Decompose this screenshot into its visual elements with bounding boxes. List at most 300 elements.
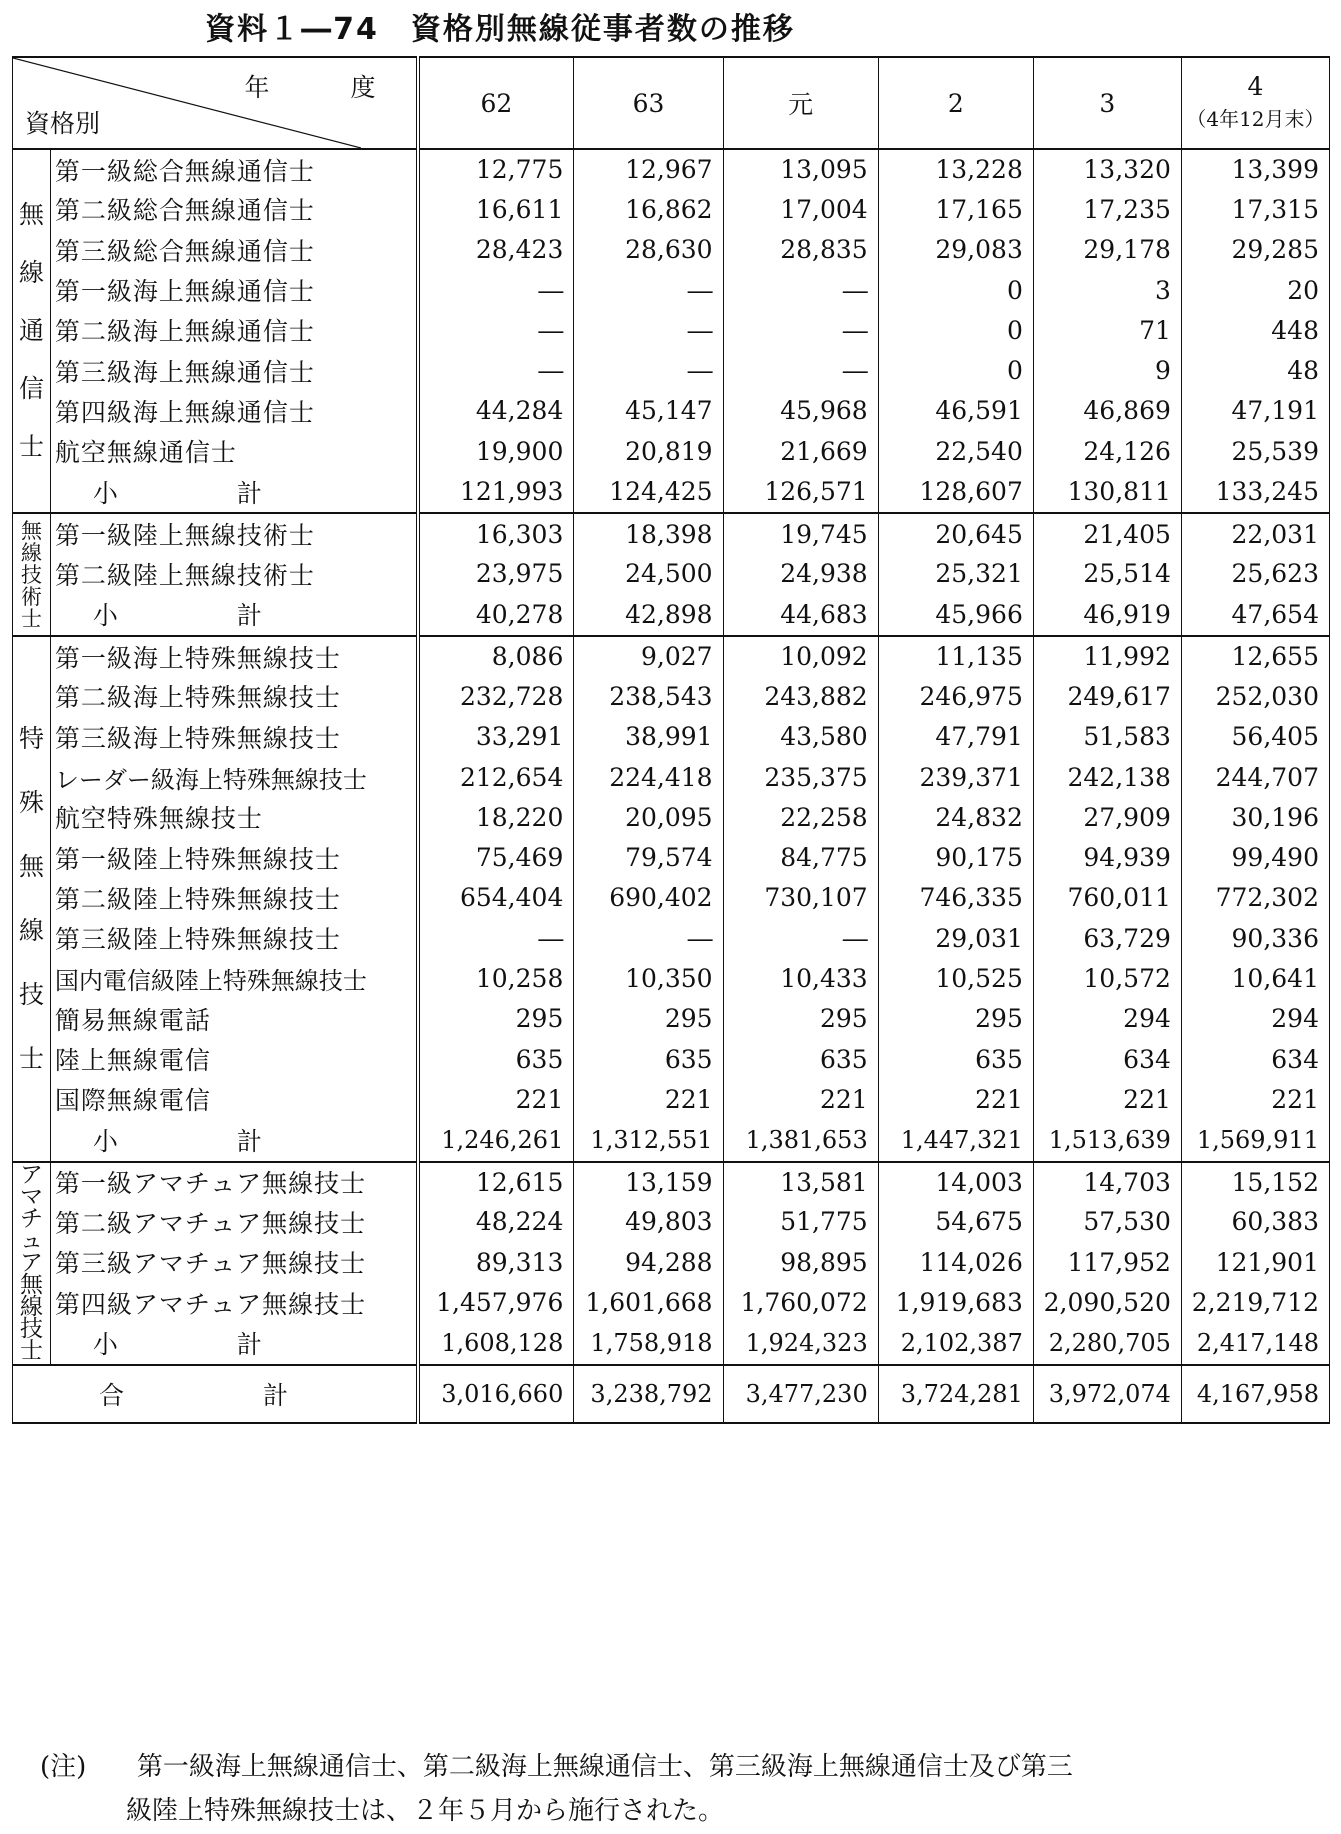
value-cell: ― bbox=[418, 918, 574, 958]
row-label: 第三級総合無線通信士 bbox=[54, 236, 315, 266]
value-cell: 730,107 bbox=[723, 878, 878, 918]
table-row bbox=[13, 958, 1330, 998]
value-cell: ― bbox=[418, 270, 574, 310]
total-label-a: 合 bbox=[99, 1380, 126, 1410]
table-row bbox=[13, 636, 1330, 676]
row-label: 第一級海上特殊無線技士 bbox=[54, 643, 341, 673]
value-cell: 24,938 bbox=[723, 554, 878, 594]
category-char: 通 bbox=[18, 316, 44, 346]
value-cell: 295 bbox=[878, 999, 1033, 1039]
value-cell: 448 bbox=[1181, 310, 1329, 350]
value-cell: 16,862 bbox=[574, 189, 723, 229]
value-cell: 45,968 bbox=[723, 391, 878, 431]
category-char: 線 bbox=[20, 540, 42, 565]
value-cell: 654,404 bbox=[418, 878, 574, 918]
subtotal-label-b: 計 bbox=[236, 601, 263, 631]
subtotal-label-a: 小 bbox=[92, 1127, 119, 1157]
value-cell: 295 bbox=[723, 999, 878, 1039]
category-char: ア bbox=[19, 1162, 43, 1189]
table-row bbox=[13, 1039, 1330, 1079]
row-label: 第二級アマチュア無線技士 bbox=[54, 1208, 367, 1238]
row-label: 第一級海上無線通信士 bbox=[54, 277, 315, 307]
total-value: 3,238,792 bbox=[574, 1365, 723, 1423]
value-cell: ― bbox=[574, 310, 723, 350]
value-cell: 38,991 bbox=[574, 717, 723, 757]
row-label: 第三級アマチュア無線技士 bbox=[54, 1249, 367, 1279]
subtotal-value: 124,425 bbox=[574, 471, 723, 513]
value-cell: 94,288 bbox=[574, 1242, 723, 1282]
value-cell: 24,500 bbox=[574, 554, 723, 594]
value-cell: 16,611 bbox=[418, 189, 574, 229]
value-cell: 242,138 bbox=[1033, 757, 1181, 797]
table-row bbox=[13, 1079, 1330, 1119]
row-label: 国内電信級陸上特殊無線技士 bbox=[54, 966, 367, 995]
subtotal-value: 45,966 bbox=[878, 594, 1033, 636]
year-header-gan: 元 bbox=[723, 57, 878, 149]
subtotal-value: 42,898 bbox=[574, 594, 723, 636]
value-cell: 27,909 bbox=[1033, 797, 1181, 837]
category-char: 線 bbox=[18, 258, 44, 288]
category-char: 士 bbox=[18, 1043, 44, 1073]
value-cell: 51,583 bbox=[1033, 717, 1181, 757]
value-cell: 20,645 bbox=[878, 513, 1033, 553]
value-cell: 690,402 bbox=[574, 878, 723, 918]
table-row bbox=[13, 676, 1330, 716]
table-row bbox=[13, 149, 1330, 189]
value-cell: 239,371 bbox=[878, 757, 1033, 797]
subtotal-value: 1,312,551 bbox=[574, 1120, 723, 1162]
category-char: 技 bbox=[20, 562, 42, 587]
value-cell: 33,291 bbox=[418, 717, 574, 757]
value-cell: 98,895 bbox=[723, 1242, 878, 1282]
value-cell: 54,675 bbox=[878, 1202, 1033, 1242]
row-label: 航空特殊無線技士 bbox=[54, 804, 263, 834]
value-cell: 3 bbox=[1033, 270, 1181, 310]
value-cell: 635 bbox=[574, 1039, 723, 1079]
value-cell: 48 bbox=[1181, 350, 1329, 390]
value-cell: 28,423 bbox=[418, 230, 574, 270]
value-cell: 238,543 bbox=[574, 676, 723, 716]
table-row bbox=[13, 999, 1330, 1039]
value-cell: 10,641 bbox=[1181, 958, 1329, 998]
year-header-4-value: 4 bbox=[1247, 72, 1264, 101]
value-cell: 25,514 bbox=[1033, 554, 1181, 594]
value-cell: 232,728 bbox=[418, 676, 574, 716]
value-cell: 24,126 bbox=[1033, 431, 1181, 471]
value-cell: 25,623 bbox=[1181, 554, 1329, 594]
category-char: 技 bbox=[18, 979, 44, 1009]
value-cell: 47,191 bbox=[1181, 391, 1329, 431]
table-row bbox=[13, 918, 1330, 958]
value-cell: 10,092 bbox=[723, 636, 878, 676]
value-cell: 25,539 bbox=[1181, 431, 1329, 471]
value-cell: 28,835 bbox=[723, 230, 878, 270]
value-cell: 246,975 bbox=[878, 676, 1033, 716]
value-cell: 10,572 bbox=[1033, 958, 1181, 998]
table-row bbox=[13, 1162, 1330, 1202]
table-row bbox=[13, 797, 1330, 837]
value-cell: 294 bbox=[1181, 999, 1329, 1039]
value-cell: 243,882 bbox=[723, 676, 878, 716]
category-char: 線 bbox=[19, 1294, 43, 1321]
value-cell: 12,655 bbox=[1181, 636, 1329, 676]
header-row bbox=[13, 57, 1330, 149]
table-row bbox=[13, 513, 1330, 553]
value-cell: 24,832 bbox=[878, 797, 1033, 837]
value-cell: 244,707 bbox=[1181, 757, 1329, 797]
table-body bbox=[13, 149, 1330, 1423]
value-cell: 746,335 bbox=[878, 878, 1033, 918]
qualification-label: 資格別 bbox=[25, 109, 101, 138]
value-cell: 13,228 bbox=[878, 149, 1033, 189]
value-cell: 28,630 bbox=[574, 230, 723, 270]
table-row bbox=[13, 1242, 1330, 1282]
category-char: 術 bbox=[20, 584, 42, 609]
subtotal-row bbox=[13, 1120, 1330, 1162]
subtotal-value: 128,607 bbox=[878, 471, 1033, 513]
category-char: 技 bbox=[19, 1316, 43, 1343]
category-char: 線 bbox=[18, 915, 44, 945]
value-cell: 22,031 bbox=[1181, 513, 1329, 553]
row-label: 第一級総合無線通信士 bbox=[54, 156, 315, 186]
value-cell: 2,090,520 bbox=[1033, 1282, 1181, 1322]
value-cell: 10,433 bbox=[723, 958, 878, 998]
category-char: 無 bbox=[19, 1272, 43, 1299]
value-cell: 47,791 bbox=[878, 717, 1033, 757]
row-label: 第四級アマチュア無線技士 bbox=[54, 1289, 367, 1319]
subtotal-label-b: 計 bbox=[236, 1127, 263, 1157]
subtotal-label-a: 小 bbox=[92, 601, 119, 631]
category-char: 殊 bbox=[18, 787, 44, 817]
value-cell: 635 bbox=[723, 1039, 878, 1079]
value-cell: 14,003 bbox=[878, 1162, 1033, 1202]
value-cell: 60,383 bbox=[1181, 1202, 1329, 1242]
value-cell: 221 bbox=[723, 1079, 878, 1119]
value-cell: 0 bbox=[878, 310, 1033, 350]
value-cell: 13,095 bbox=[723, 149, 878, 189]
category-char: 士 bbox=[20, 606, 42, 631]
footnote bbox=[40, 1745, 1300, 1833]
row-label: 第四級海上無線通信士 bbox=[54, 397, 315, 427]
value-cell: 94,939 bbox=[1033, 837, 1181, 877]
value-cell: 16,303 bbox=[418, 513, 574, 553]
subtotal-value: 2,102,387 bbox=[878, 1323, 1033, 1365]
subtotal-value: 121,993 bbox=[418, 471, 574, 513]
value-cell: 49,803 bbox=[574, 1202, 723, 1242]
subtotal-value: 2,417,148 bbox=[1181, 1323, 1329, 1365]
row-label: 第三級陸上特殊無線技士 bbox=[54, 925, 341, 955]
row-label: 第一級アマチュア無線技士 bbox=[54, 1169, 367, 1199]
subtotal-value: 1,608,128 bbox=[418, 1323, 574, 1365]
value-cell: 772,302 bbox=[1181, 878, 1329, 918]
subtotal-value: 40,278 bbox=[418, 594, 574, 636]
value-cell: 57,530 bbox=[1033, 1202, 1181, 1242]
value-cell: 114,026 bbox=[878, 1242, 1033, 1282]
subtotal-row bbox=[13, 471, 1330, 513]
value-cell: 1,457,976 bbox=[418, 1282, 574, 1322]
row-label: 第一級陸上無線技術士 bbox=[54, 521, 315, 551]
table-row bbox=[13, 350, 1330, 390]
row-label: 第二級総合無線通信士 bbox=[54, 196, 315, 226]
value-cell: ― bbox=[418, 310, 574, 350]
subtotal-row bbox=[13, 594, 1330, 636]
category-char: ア bbox=[19, 1250, 43, 1277]
year-header-3: 3 bbox=[1033, 57, 1181, 149]
value-cell: 30,196 bbox=[1181, 797, 1329, 837]
header-corner bbox=[13, 57, 418, 149]
value-cell: 10,258 bbox=[418, 958, 574, 998]
category-label bbox=[13, 149, 51, 513]
category-char: 士 bbox=[18, 432, 44, 462]
value-cell: 635 bbox=[418, 1039, 574, 1079]
row-label: レーダー級海上特殊無線技士 bbox=[54, 765, 367, 794]
value-cell: 48,224 bbox=[418, 1202, 574, 1242]
value-cell: 221 bbox=[878, 1079, 1033, 1119]
value-cell: 10,350 bbox=[574, 958, 723, 998]
total-value: 3,724,281 bbox=[878, 1365, 1033, 1423]
total-value: 4,167,958 bbox=[1181, 1365, 1329, 1423]
value-cell: 46,591 bbox=[878, 391, 1033, 431]
value-cell: ― bbox=[574, 350, 723, 390]
value-cell: 11,135 bbox=[878, 636, 1033, 676]
value-cell: 13,581 bbox=[723, 1162, 878, 1202]
value-cell: 117,952 bbox=[1033, 1242, 1181, 1282]
table-row bbox=[13, 431, 1330, 471]
value-cell: 29,031 bbox=[878, 918, 1033, 958]
value-cell: 29,178 bbox=[1033, 230, 1181, 270]
value-cell: 19,745 bbox=[723, 513, 878, 553]
subtotal-value: 2,280,705 bbox=[1033, 1323, 1181, 1365]
value-cell: 634 bbox=[1033, 1039, 1181, 1079]
total-label bbox=[13, 1365, 418, 1423]
value-cell: 1,919,683 bbox=[878, 1282, 1033, 1322]
value-cell: 212,654 bbox=[418, 757, 574, 797]
value-cell: 17,165 bbox=[878, 189, 1033, 229]
year-header-2: 2 bbox=[878, 57, 1033, 149]
subtotal-value: 126,571 bbox=[723, 471, 878, 513]
value-cell: 17,315 bbox=[1181, 189, 1329, 229]
row-label: 第三級海上無線通信士 bbox=[54, 357, 315, 387]
subtotal-value: 1,447,321 bbox=[878, 1120, 1033, 1162]
row-label: 簡易無線電話 bbox=[54, 1005, 211, 1035]
subtotal-label bbox=[50, 594, 417, 636]
document-title: 資料１―74 資格別無線従事者数の推移 bbox=[205, 12, 795, 47]
value-cell: 22,540 bbox=[878, 431, 1033, 471]
value-cell: 224,418 bbox=[574, 757, 723, 797]
value-cell: 2,219,712 bbox=[1181, 1282, 1329, 1322]
value-cell: ― bbox=[723, 270, 878, 310]
subtotal-value: 1,924,323 bbox=[723, 1323, 878, 1365]
subtotal-value: 1,381,653 bbox=[723, 1120, 878, 1162]
row-label: 国際無線電信 bbox=[54, 1086, 211, 1116]
value-cell: ― bbox=[723, 918, 878, 958]
subtotal-label-b: 計 bbox=[236, 1330, 263, 1360]
value-cell: 18,398 bbox=[574, 513, 723, 553]
category-label bbox=[13, 1162, 51, 1365]
value-cell: 63,729 bbox=[1033, 918, 1181, 958]
value-cell: 10,525 bbox=[878, 958, 1033, 998]
table-row bbox=[13, 230, 1330, 270]
table-row bbox=[13, 391, 1330, 431]
value-cell: 25,321 bbox=[878, 554, 1033, 594]
subtotal-label-a: 小 bbox=[92, 478, 119, 508]
value-cell: 235,375 bbox=[723, 757, 878, 797]
value-cell: 71 bbox=[1033, 310, 1181, 350]
value-cell: 13,159 bbox=[574, 1162, 723, 1202]
value-cell: 51,775 bbox=[723, 1202, 878, 1242]
subtotal-value: 44,683 bbox=[723, 594, 878, 636]
value-cell: 221 bbox=[574, 1079, 723, 1119]
total-value: 3,016,660 bbox=[418, 1365, 574, 1423]
category-label bbox=[13, 513, 51, 636]
row-label: 陸上無線電信 bbox=[54, 1046, 211, 1076]
year-header-62: 62 bbox=[418, 57, 574, 149]
value-cell: 1,760,072 bbox=[723, 1282, 878, 1322]
value-cell: 1,601,668 bbox=[574, 1282, 723, 1322]
year-header-4-note: （4年12月末） bbox=[1186, 107, 1325, 131]
category-char: チ bbox=[19, 1206, 43, 1233]
value-cell: 221 bbox=[1181, 1079, 1329, 1119]
total-value: 3,972,074 bbox=[1033, 1365, 1181, 1423]
subtotal-value: 130,811 bbox=[1033, 471, 1181, 513]
subtotal-label bbox=[50, 1120, 417, 1162]
category-char: 無 bbox=[18, 851, 44, 881]
total-label-b: 計 bbox=[263, 1380, 290, 1410]
footnote-prefix: (注) bbox=[40, 1752, 87, 1782]
category-char: ュ bbox=[19, 1228, 43, 1255]
row-label: 第三級海上特殊無線技士 bbox=[54, 723, 341, 753]
table-row bbox=[13, 554, 1330, 594]
value-cell: 84,775 bbox=[723, 837, 878, 877]
category-char: 無 bbox=[18, 200, 44, 230]
row-label: 第二級陸上特殊無線技士 bbox=[54, 884, 341, 914]
value-cell: 11,992 bbox=[1033, 636, 1181, 676]
table-row bbox=[13, 1202, 1330, 1242]
value-cell: 294 bbox=[1033, 999, 1181, 1039]
total-value: 3,477,230 bbox=[723, 1365, 878, 1423]
row-label: 第二級陸上無線技術士 bbox=[54, 560, 315, 590]
year-header-63: 63 bbox=[574, 57, 723, 149]
value-cell: 295 bbox=[574, 999, 723, 1039]
value-cell: 12,775 bbox=[418, 149, 574, 189]
value-cell: 13,320 bbox=[1033, 149, 1181, 189]
value-cell: 22,258 bbox=[723, 797, 878, 837]
value-cell: ― bbox=[723, 310, 878, 350]
subtotal-value: 1,246,261 bbox=[418, 1120, 574, 1162]
value-cell: 90,175 bbox=[878, 837, 1033, 877]
table-row bbox=[13, 270, 1330, 310]
value-cell: 634 bbox=[1181, 1039, 1329, 1079]
category-char: 特 bbox=[18, 723, 44, 753]
value-cell: 89,313 bbox=[418, 1242, 574, 1282]
value-cell: 221 bbox=[418, 1079, 574, 1119]
subtotal-value: 1,569,911 bbox=[1181, 1120, 1329, 1162]
value-cell: 9 bbox=[1033, 350, 1181, 390]
value-cell: 9,027 bbox=[574, 636, 723, 676]
subtotal-label bbox=[50, 471, 417, 513]
year-header-4 bbox=[1181, 57, 1329, 149]
row-label: 第一級陸上特殊無線技士 bbox=[54, 844, 341, 874]
subtotal-label-a: 小 bbox=[92, 1330, 119, 1360]
footnote-text-1: 第一級海上無線通信士、第二級海上無線通信士、第三級海上無線通信士及び第三 bbox=[136, 1752, 1073, 1782]
subtotal-label-b: 計 bbox=[236, 478, 263, 508]
subtotal-value: 1,513,639 bbox=[1033, 1120, 1181, 1162]
value-cell: 221 bbox=[1033, 1079, 1181, 1119]
value-cell: 21,405 bbox=[1033, 513, 1181, 553]
value-cell: ― bbox=[574, 918, 723, 958]
value-cell: 18,220 bbox=[418, 797, 574, 837]
value-cell: 252,030 bbox=[1181, 676, 1329, 716]
total-row bbox=[13, 1365, 1330, 1423]
category-char: 無 bbox=[20, 518, 42, 543]
value-cell: 46,869 bbox=[1033, 391, 1181, 431]
value-cell: 8,086 bbox=[418, 636, 574, 676]
value-cell: 0 bbox=[878, 350, 1033, 390]
value-cell: 79,574 bbox=[574, 837, 723, 877]
subtotal-value: 1,758,918 bbox=[574, 1323, 723, 1365]
footnote-line-1 bbox=[40, 1745, 1300, 1789]
value-cell: 17,004 bbox=[723, 189, 878, 229]
footnote-line-2: 級陸上特殊無線技士は、２年５月から施行された。 bbox=[126, 1796, 725, 1826]
row-label: 航空無線通信士 bbox=[54, 438, 237, 468]
row-label: 第二級海上特殊無線技士 bbox=[54, 683, 341, 713]
value-cell: 635 bbox=[878, 1039, 1033, 1079]
value-cell: 21,669 bbox=[723, 431, 878, 471]
value-cell: 56,405 bbox=[1181, 717, 1329, 757]
table-row bbox=[13, 1282, 1330, 1322]
value-cell: 20,095 bbox=[574, 797, 723, 837]
value-cell: ― bbox=[574, 270, 723, 310]
value-cell: 0 bbox=[878, 270, 1033, 310]
value-cell: 43,580 bbox=[723, 717, 878, 757]
value-cell: ― bbox=[418, 350, 574, 390]
subtotal-value: 46,919 bbox=[1033, 594, 1181, 636]
table-row bbox=[13, 717, 1330, 757]
table-row bbox=[13, 189, 1330, 229]
value-cell: 12,967 bbox=[574, 149, 723, 189]
value-cell: 75,469 bbox=[418, 837, 574, 877]
value-cell: 12,615 bbox=[418, 1162, 574, 1202]
subtotal-value: 47,654 bbox=[1181, 594, 1329, 636]
category-char: マ bbox=[19, 1184, 43, 1211]
year-label: 年 度 bbox=[244, 73, 404, 102]
value-cell: ― bbox=[723, 350, 878, 390]
value-cell: 249,617 bbox=[1033, 676, 1181, 716]
subtotal-label bbox=[50, 1323, 417, 1365]
value-cell: 15,152 bbox=[1181, 1162, 1329, 1202]
row-label: 第二級海上無線通信士 bbox=[54, 317, 315, 347]
value-cell: 19,900 bbox=[418, 431, 574, 471]
category-char: 信 bbox=[18, 374, 44, 404]
value-cell: 14,703 bbox=[1033, 1162, 1181, 1202]
category-char: 士 bbox=[19, 1338, 43, 1365]
value-cell: 29,285 bbox=[1181, 230, 1329, 270]
table-row bbox=[13, 757, 1330, 797]
value-cell: 121,901 bbox=[1181, 1242, 1329, 1282]
value-cell: 90,336 bbox=[1181, 918, 1329, 958]
table-row bbox=[13, 837, 1330, 877]
value-cell: 17,235 bbox=[1033, 189, 1181, 229]
value-cell: 99,490 bbox=[1181, 837, 1329, 877]
value-cell: 20,819 bbox=[574, 431, 723, 471]
value-cell: 45,147 bbox=[574, 391, 723, 431]
table-row bbox=[13, 310, 1330, 350]
subtotal-value: 133,245 bbox=[1181, 471, 1329, 513]
category-label bbox=[13, 636, 51, 1162]
subtotal-row bbox=[13, 1323, 1330, 1365]
qualification-table bbox=[12, 56, 1330, 1424]
value-cell: 29,083 bbox=[878, 230, 1033, 270]
